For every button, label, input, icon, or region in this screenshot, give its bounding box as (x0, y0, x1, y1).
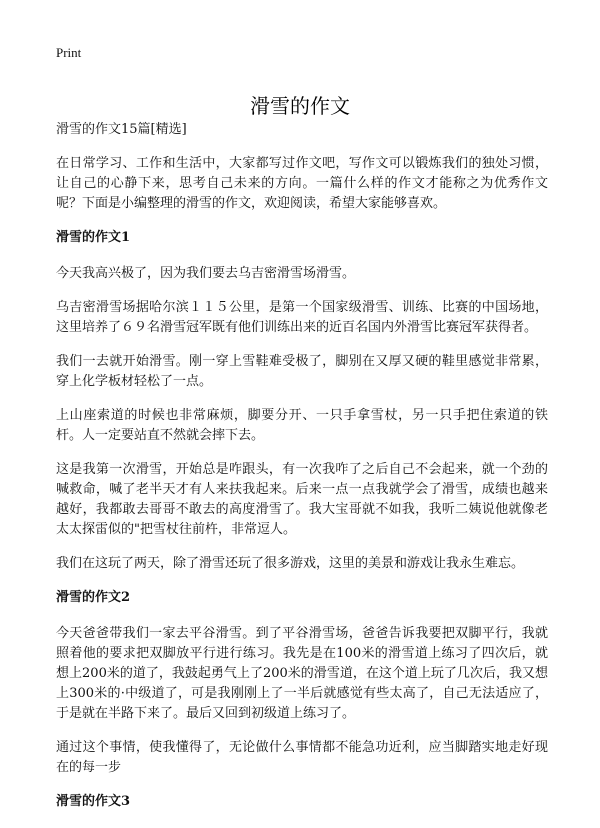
section-heading: 滑雪的作文3 (56, 794, 131, 809)
paragraph: 我们在这玩了两天，除了滑雪还玩了很多游戏，这里的美景和游戏让我永生难忘。 (56, 556, 525, 571)
paragraph: 这是我第一次滑雪，开始总是咋跟头，有一次我咋了之后自己不会起来，就一个劲的喊救命，喊了老半天才有人来扶我起来。后来一点一点我就学会了滑雪，成绩也越来越好，我都敢去哥哥不敢去的高度滑雪了。我大宝哥就不如我，我听二姨说他就像老太太探雷似的"把雪杖往前杵，非常逗人。 (56, 462, 548, 537)
article-body (56, 120, 548, 828)
paragraph: 通过这个事情，使我懂得了，无论做什么事情都不能急功近利，应当脚踏实地走好现在的每一步 (56, 740, 548, 775)
section-heading: 滑雪的作文2 (56, 590, 131, 605)
article-subtitle: 滑雪的作文15篇[精选] (56, 122, 187, 137)
intro-paragraph: 在日常学习、工作和生活中，大家都写过作文吧，写作文可以锻炼我们的独处习惯，让自己的心静下来，思考自己未来的方向。一篇什么样的作文才能称之为优秀作文呢？下面是小编整理的滑雪的作文，欢迎阅读，希望大家能够喜欢。 (56, 156, 548, 211)
paragraph: 上山座索道的时候也非常麻烦，脚要分开、一只手拿雪杖，另一只手把住索道的铁杆。人一定要站直不然就会摔下去。 (56, 408, 548, 443)
paragraph: 今天爸爸带我们一家去平谷滑雪。到了平谷滑雪场，爸爸告诉我要把双脚平行，我就照着他的要求把双脚放平行进行练习。我先是在100米的滑雪道上练习了四次后，就想上200米的道了，我鼓起勇气上了200米的滑雪道，在这个道上玩了几次后，我又想上300米的·中级道了，可是我刚刚上了一半后就感觉有些太高了，自己无法适应了，于是就在半路下来了。最后又回到初级道上练习了。 (56, 626, 548, 721)
paragraph: 乌吉密滑雪场据哈尔滨１１５公里，是第一个国家级滑雪、训练、比赛的中国场地，这里培养了６９名滑雪冠军既有他们训练出来的近百名国内外滑雪比赛冠军获得者。 (56, 300, 548, 335)
paragraph: 今天我高兴极了，因为我们要去乌吉密滑雪场滑雪。 (56, 266, 356, 281)
page-title: 滑雪的作文 (250, 94, 350, 119)
section-heading: 滑雪的作文1 (56, 230, 131, 245)
print-link[interactable]: Print (56, 45, 82, 60)
paragraph: 我们一去就开始滑雪。刚一穿上雪鞋难受极了，脚别在又厚又硬的鞋里感觉非常累，穿上化学板材轻松了一点。 (56, 354, 548, 389)
